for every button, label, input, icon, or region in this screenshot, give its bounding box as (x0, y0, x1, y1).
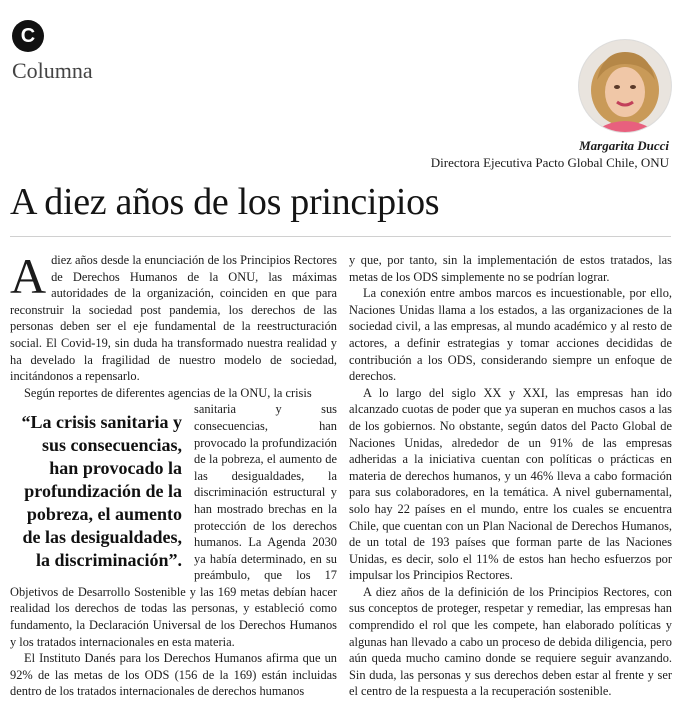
column-badge: C (12, 20, 44, 52)
headline-divider (10, 236, 671, 237)
pull-quote: “La crisis sanitaria y sus consecuencias, han provocado la profundización de la pobreza, el aumento de las desigualdades, la discriminación”. (21, 412, 182, 571)
article-column-right (349, 252, 672, 700)
article-column-left (10, 248, 337, 700)
author-name: Margarita Ducci (579, 138, 669, 153)
article-headline: A diez años de los principios (10, 181, 440, 223)
paragraph-5: La conexión entre ambos marcos es incuestionable, por ello, Naciones Unidas llama a los estados, a las organizaciones de la sociedad civil, a las empresas, al mundo académico y al resto de actores, a definir estrategias y tomar acciones decididas de contribución a los ODS, considerando siempre un enfoque de derechos. (349, 286, 672, 384)
author-photo (579, 40, 671, 132)
paragraph-1: Adiez años desde la enunciación de los Principios Rectores de Derechos Humanos de la ONU, las máximas autoridades de la organización, coinciden en que para reconstruir la sociedad post pandemia, los derechos de las personas deben ser el eje fundamental de la reestructuración social. El Covid-19, sin duda ha transformado nuestra realidad y ha develado la fragilidad de nuestro modelo de sociedad, incitándonos a repensarlo. (10, 248, 337, 384)
paragraph-4: y que, por tanto, sin la implementación de estos tratados, las metas de los ODS simplemente no se podrían lograr. (349, 253, 672, 284)
section-label: Columna (12, 58, 93, 83)
paragraph-6: A lo largo del siglo XX y XXI, las empresas han ido alcanzado cuotas de poder que ya superan en muchos casos a las de los gobiernos. No obstante, según datos del Pacto Global de Naciones Unidas, alrededor de un 91% de las empresas adheridas a la iniciativa cuentan con políticas o prácticas en materia de derechos humanos, y un 46% lleva a cabo formación para sus colaboradores, en la temática. A nivel gubernamental, solo hay 22 países en el mundo, entre los cuales se encuentra Chile, que cuentan con un Plan Nacional de Derechos Humanos, de un total de 193 países que forman parte de las Naciones Unidas, es decir, solo el 11% de estos han hecho esfuerzos por impulsar los Principios Rectores. (349, 385, 672, 583)
drop-cap: A (10, 248, 47, 304)
author-role: Directora Ejecutiva Pacto Global Chile, ONU (430, 155, 669, 170)
paragraph-7: A diez años de la definición de los Principios Rectores, con sus conceptos de proteger, respetar y remediar, las empresas han comprendido el rol que les compete, han elaborado políticas y algunas han llevado a cabo un proceso de debida diligencia, pero aún queda mucho camino donde se requiere seguir avanzando. Sin duda, las personas y sus derechos deben estar al frente y ser el centro de la respuesta a la recuperación sostenible. (349, 584, 672, 699)
paragraph-2-lead: Según reportes de diferentes agencias de la ONU, la crisis (24, 385, 312, 400)
paragraph-3: El Instituto Danés para los Derechos Humanos afirma que un 92% de las metas de los ODS (156 de la 169) están incluidas dentro de los tratados internacionales de derechos humanos (10, 651, 337, 699)
paragraph-2: “La crisis sanitaria y sus consecuencias, han provocado la profundización de la pobreza, el aumento de las desigualdades, la discriminación”. sanitaria y sus consecuencias, han provocado la profundización de la pobreza, el aumento de las desigualdades, la discriminación estructural y han mostrado brechas en la protección de los derechos humanos. La Agenda 2030 ya había determinado, en su preámbulo, que los 17 Objetivos de Desarrollo Sostenible y las 169 metas debían hacer realidad los derechos de todas las personas, y estableció como fundamento, la Declaración Universal de los Derechos Humanos y los tratados internacionales en esta materia. (10, 402, 337, 649)
